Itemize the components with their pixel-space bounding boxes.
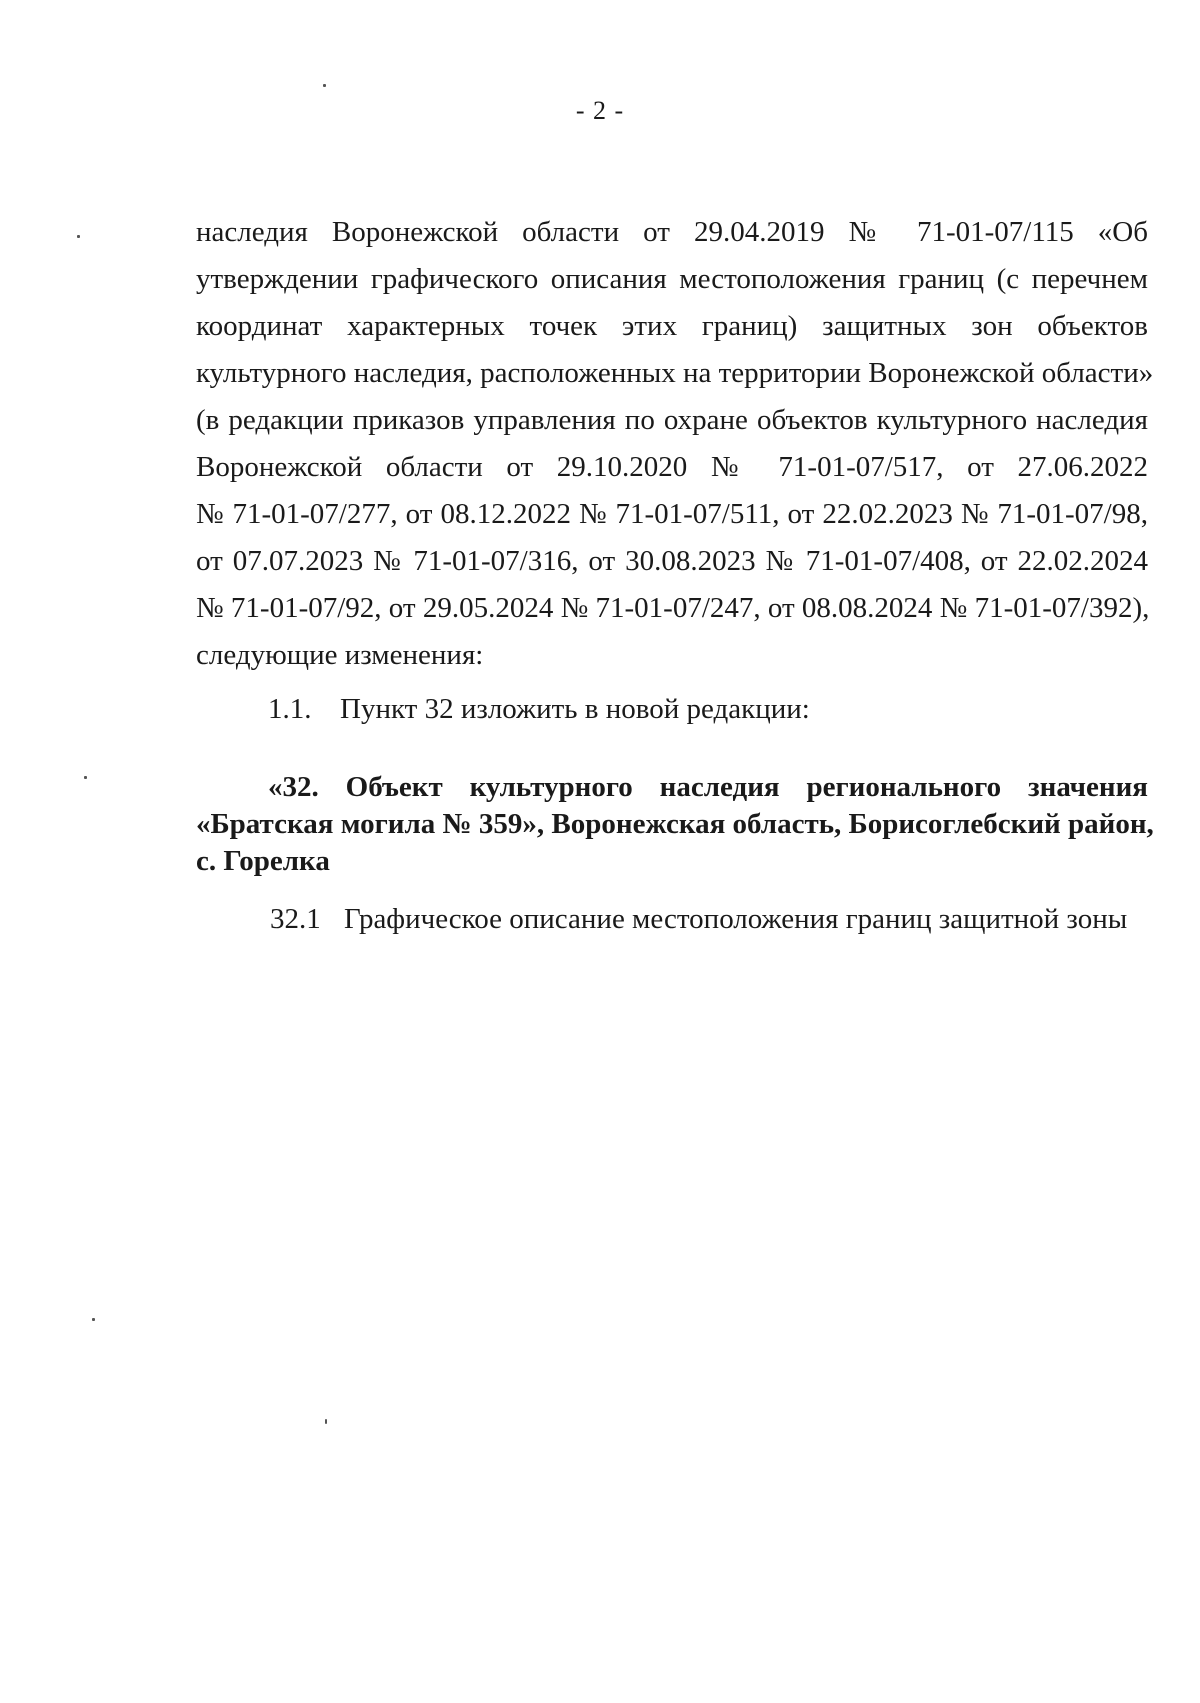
scan-speck — [84, 776, 87, 779]
scan-speck — [77, 235, 80, 238]
section-heading-line: с. Горелка — [196, 845, 330, 877]
paragraph-line: Воронежской области от 29.10.2020 № 71-01-07/517, от 27.06.2022 — [196, 451, 1148, 483]
section-heading-line: «32. Объект культурного наследия регионального значения — [268, 771, 1148, 803]
item-number: 1.1. — [268, 693, 312, 725]
paragraph-line: культурного наследия, расположенных на территории Воронежской области» — [196, 357, 1154, 389]
paragraph-line: координат характерных точек этих границ) защитных зон объектов — [196, 310, 1148, 342]
paragraph-line: наследия Воронежской области от 29.04.2019 № 71-01-07/115 «Об — [196, 216, 1148, 248]
paragraph-line: № 71-01-07/277, от 08.12.2022 № 71-01-07/511, от 22.02.2023 № 71-01-07/98, — [196, 498, 1148, 530]
paragraph-line: (в редакции приказов управления по охране объектов культурного наследия — [196, 404, 1148, 436]
section-heading-line: «Братская могила № 359», Воронежская область, Борисоглебский район, — [196, 808, 1154, 840]
item-number: 32.1 — [270, 903, 321, 935]
paragraph-line: следующие изменения: — [196, 639, 484, 671]
paragraph-line: № 71-01-07/92, от 29.05.2024 № 71-01-07/247, от 08.08.2024 № 71-01-07/392), — [196, 592, 1150, 624]
scan-speck — [325, 1419, 327, 1424]
page-number: - 2 - — [575, 96, 625, 125]
scan-speck — [92, 1318, 95, 1321]
paragraph-line: утверждении графического описания местоположения границ (с перечнем — [196, 263, 1148, 295]
paragraph-line: от 07.07.2023 № 71-01-07/316, от 30.08.2023 № 71-01-07/408, от 22.02.2024 — [196, 545, 1148, 577]
item-text: Графическое описание местоположения границ защитной зоны — [344, 903, 1128, 935]
scan-speck — [323, 84, 326, 87]
item-text: Пункт 32 изложить в новой редакции: — [340, 693, 810, 725]
